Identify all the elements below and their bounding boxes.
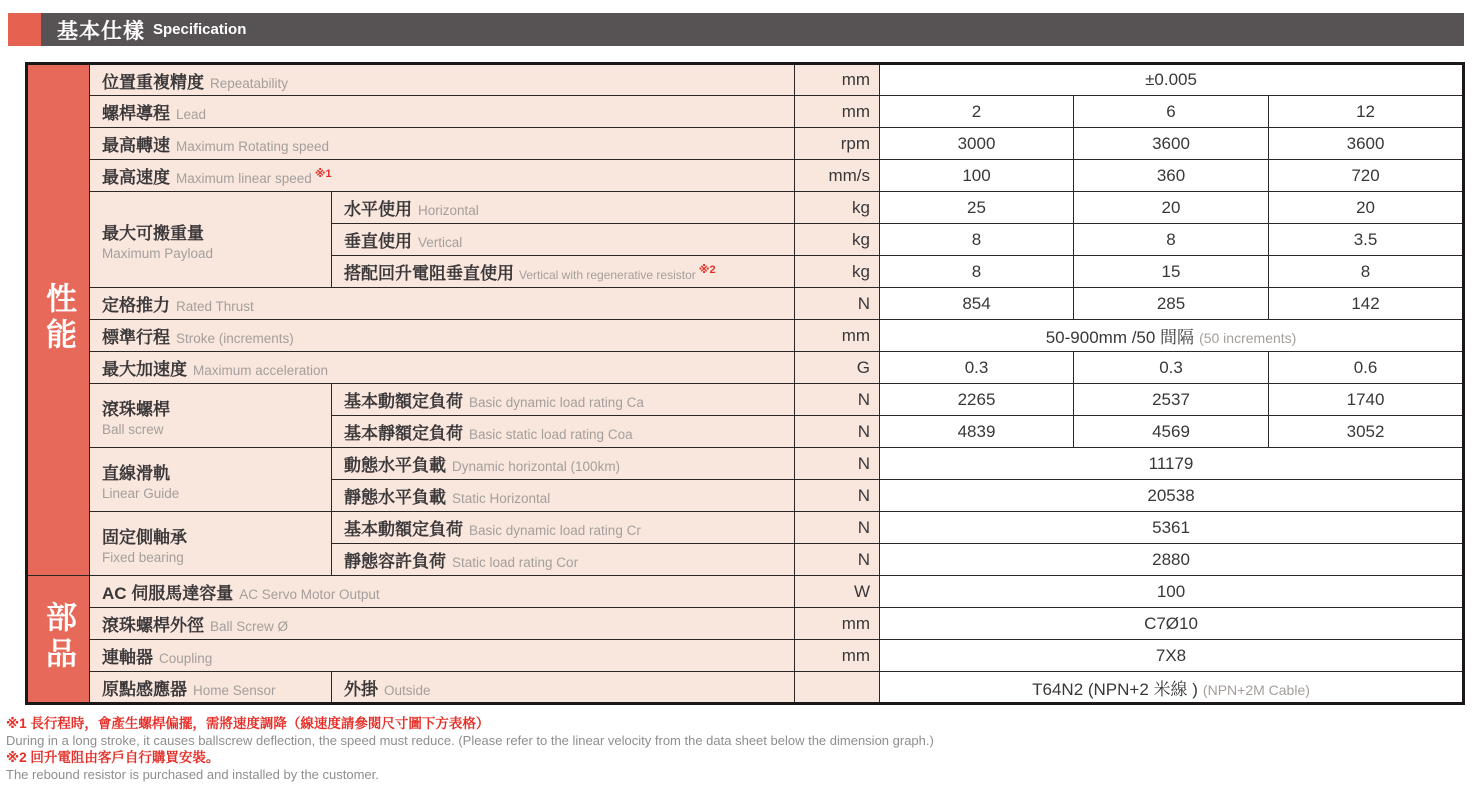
label-home-sensor-outside bbox=[332, 672, 795, 704]
section-parts bbox=[27, 576, 90, 704]
value-payload-h2: 20 bbox=[1074, 192, 1269, 224]
label-en: Rated Thrust bbox=[176, 299, 254, 314]
table-row bbox=[27, 288, 1464, 320]
label-stroke bbox=[90, 320, 795, 352]
group-fixed-bearing bbox=[90, 512, 332, 576]
table-row bbox=[27, 128, 1464, 160]
value-payload-h1: 25 bbox=[880, 192, 1074, 224]
label-zh: 搭配回升電阻垂直使用 bbox=[344, 264, 514, 283]
label-repeatability bbox=[90, 64, 795, 96]
label-coupling bbox=[90, 640, 795, 672]
value-lead-6mm: 6 bbox=[1074, 96, 1269, 128]
value-bearing-static: 2880 bbox=[880, 544, 1464, 576]
label-zh: 水平使用 bbox=[344, 200, 412, 219]
label-en: Vertical bbox=[418, 235, 463, 250]
label-en: Maximum Rotating speed bbox=[176, 139, 330, 154]
label-zh: 最高轉速 bbox=[102, 136, 170, 155]
label-zh: 位置重複精度 bbox=[102, 72, 204, 92]
label-en: Maximum acceleration bbox=[193, 363, 329, 378]
footnote-ref-2: ※2 bbox=[698, 263, 716, 276]
label-zh: 基本靜額定負荷 bbox=[344, 424, 463, 443]
unit-lead: mm bbox=[795, 96, 880, 128]
table-row bbox=[27, 64, 1464, 96]
specification-table bbox=[25, 62, 1465, 705]
unit-payload-horizontal: kg bbox=[795, 192, 880, 224]
value-thrust-3: 142 bbox=[1269, 288, 1464, 320]
value-stroke-sub: (50 increments) bbox=[1199, 330, 1297, 346]
section-performance bbox=[27, 64, 90, 576]
label-guide-dynamic bbox=[332, 448, 795, 480]
value-payload-r3: 8 bbox=[1269, 256, 1464, 288]
label-ball-screw-od bbox=[90, 608, 795, 640]
label-en: Static Horizontal bbox=[452, 491, 551, 506]
group-zh: 滾珠螺桿 bbox=[102, 399, 170, 419]
label-zh: 定格推力 bbox=[102, 296, 170, 315]
group-max-payload bbox=[90, 192, 332, 288]
label-zh: 垂直使用 bbox=[344, 232, 412, 251]
unit-payload-regen: kg bbox=[795, 256, 880, 288]
value-bs-dyn-1: 2265 bbox=[880, 384, 1074, 416]
label-en: Basic static load rating Coa bbox=[469, 427, 633, 442]
unit-ball-screw-od: mm bbox=[795, 608, 880, 640]
table-row bbox=[27, 640, 1464, 672]
value-linear-3: 720 bbox=[1269, 160, 1464, 192]
value-lead-2mm: 2 bbox=[880, 96, 1074, 128]
table-row bbox=[27, 320, 1464, 352]
label-zh: 螺桿導程 bbox=[102, 104, 170, 123]
group-en: Linear Guide bbox=[102, 485, 180, 501]
page-title-zh: 基本仕樣 bbox=[57, 19, 145, 43]
label-zh: 基本動額定負荷 bbox=[344, 520, 463, 539]
value-bs-dyn-2: 2537 bbox=[1074, 384, 1269, 416]
value-lead-12mm: 12 bbox=[1269, 96, 1464, 128]
value-coupling: 7X8 bbox=[880, 640, 1464, 672]
unit-payload-vertical: kg bbox=[795, 224, 880, 256]
label-en: Dynamic horizontal (100km) bbox=[452, 459, 621, 474]
label-max-acceleration bbox=[90, 352, 795, 384]
label-zh: 標準行程 bbox=[102, 328, 170, 347]
unit-max-linear-speed: mm/s bbox=[795, 160, 880, 192]
unit-bearing-static: N bbox=[795, 544, 880, 576]
value-rotating-3: 3600 bbox=[1269, 128, 1464, 160]
label-zh: 靜態容許負荷 bbox=[344, 552, 446, 571]
value-rotating-1: 3000 bbox=[880, 128, 1074, 160]
label-en: Outside bbox=[384, 682, 431, 698]
label-zh: 最大加速度 bbox=[102, 360, 187, 379]
table-row bbox=[27, 384, 1464, 416]
unit-repeatability: mm bbox=[795, 64, 880, 96]
label-ball-screw-dynamic bbox=[332, 384, 795, 416]
value-bearing-dynamic: 5361 bbox=[880, 512, 1464, 544]
table-row bbox=[27, 352, 1464, 384]
unit-rated-thrust: N bbox=[795, 288, 880, 320]
label-bearing-static bbox=[332, 544, 795, 576]
table-row bbox=[27, 672, 1464, 704]
group-zh: 最大可搬重量 bbox=[102, 223, 204, 243]
table-row bbox=[27, 576, 1464, 608]
footnote-ref-1: ※1 bbox=[314, 167, 332, 180]
label-en: Basic dynamic load rating Ca bbox=[469, 395, 644, 410]
footnote-1-zh: ※1 長行程時，會產生螺桿偏擺，需將速度調降（線速度請參閱尺寸圖下方表格） bbox=[6, 716, 490, 731]
label-rated-thrust bbox=[90, 288, 795, 320]
label-bearing-dynamic bbox=[332, 512, 795, 544]
value-servo-output: 100 bbox=[880, 576, 1464, 608]
unit-servo-output: W bbox=[795, 576, 880, 608]
value-home-sensor-main: T64N2 (NPN+2 米線 ) bbox=[1032, 679, 1198, 699]
page-title-en: Specification bbox=[153, 21, 247, 38]
value-payload-v3: 3.5 bbox=[1269, 224, 1464, 256]
value-repeatability: ±0.005 bbox=[880, 64, 1464, 96]
label-en: Stroke (increments) bbox=[176, 331, 294, 346]
label-zh: AC 伺服馬達容量 bbox=[102, 584, 234, 603]
unit-ball-screw-static: N bbox=[795, 416, 880, 448]
value-stroke-main: 50-900mm /50 間隔 bbox=[1045, 328, 1195, 347]
value-home-sensor-sub: (NPN+2M Cable) bbox=[1202, 681, 1310, 698]
unit-guide-dynamic: N bbox=[795, 448, 880, 480]
group-ball-screw bbox=[90, 384, 332, 448]
label-en: Basic dynamic load rating Cr bbox=[469, 523, 641, 538]
value-ball-screw-od: C7Ø10 bbox=[880, 608, 1464, 640]
group-en: Ball screw bbox=[102, 421, 164, 437]
section-performance-label: 性能 bbox=[41, 281, 76, 354]
group-zh: 固定側軸承 bbox=[102, 527, 187, 547]
value-payload-v1: 8 bbox=[880, 224, 1074, 256]
footnote-2-en: The rebound resistor is purchased and installed by the customer. bbox=[6, 767, 379, 782]
group-zh: 直線滑軌 bbox=[102, 463, 170, 483]
label-en: Lead bbox=[176, 107, 207, 122]
unit-home-sensor bbox=[795, 672, 880, 704]
label-en: Coupling bbox=[159, 651, 213, 666]
table-row bbox=[27, 192, 1464, 224]
section-header bbox=[8, 13, 1464, 46]
group-en: Maximum Payload bbox=[102, 245, 214, 261]
value-payload-r1: 8 bbox=[880, 256, 1074, 288]
value-rotating-2: 3600 bbox=[1074, 128, 1269, 160]
value-bs-sta-2: 4569 bbox=[1074, 416, 1269, 448]
unit-max-rotating-speed: rpm bbox=[795, 128, 880, 160]
footnotes bbox=[6, 715, 1472, 783]
label-zh: 最高速度 bbox=[102, 168, 170, 187]
group-en: Home Sensor bbox=[193, 682, 276, 698]
label-zh: 滾珠螺桿外徑 bbox=[102, 616, 204, 635]
group-home-sensor bbox=[90, 672, 332, 704]
accent-square-icon bbox=[8, 13, 41, 46]
footnote-2-zh: ※2 回升電阻由客戶自行購買安裝。 bbox=[6, 750, 220, 765]
footnote-1-en: During in a long stroke, it causes ballscrew deflection, the speed must reduce. (Please refer to the linear velocity from the data sheet below the dimension graph.) bbox=[6, 733, 934, 748]
label-payload-vertical-regen bbox=[332, 256, 795, 288]
group-en: Fixed bearing bbox=[102, 549, 184, 565]
unit-guide-static: N bbox=[795, 480, 880, 512]
label-en: AC Servo Motor Output bbox=[239, 587, 380, 602]
label-servo-output bbox=[90, 576, 795, 608]
value-guide-static: 20538 bbox=[880, 480, 1464, 512]
label-en: Vertical with regenerative resistor bbox=[519, 268, 696, 282]
unit-coupling: mm bbox=[795, 640, 880, 672]
label-max-linear-speed bbox=[90, 160, 795, 192]
table-row bbox=[27, 512, 1464, 544]
label-ball-screw-static bbox=[332, 416, 795, 448]
value-stroke bbox=[880, 320, 1464, 352]
table-row bbox=[27, 608, 1464, 640]
table-row bbox=[27, 96, 1464, 128]
header-bar bbox=[41, 13, 1464, 46]
label-en: Maximum linear speed bbox=[176, 171, 312, 186]
value-linear-2: 360 bbox=[1074, 160, 1269, 192]
unit-bearing-dynamic: N bbox=[795, 512, 880, 544]
label-zh: 基本動額定負荷 bbox=[344, 392, 463, 411]
label-en: Static load rating Cor bbox=[452, 555, 579, 570]
unit-stroke: mm bbox=[795, 320, 880, 352]
unit-ball-screw-dynamic: N bbox=[795, 384, 880, 416]
value-accel-1: 0.3 bbox=[880, 352, 1074, 384]
value-payload-r2: 15 bbox=[1074, 256, 1269, 288]
value-payload-v2: 8 bbox=[1074, 224, 1269, 256]
value-home-sensor bbox=[880, 672, 1464, 704]
label-guide-static bbox=[332, 480, 795, 512]
value-accel-3: 0.6 bbox=[1269, 352, 1464, 384]
label-en: Horizontal bbox=[418, 203, 479, 218]
label-zh: 連軸器 bbox=[102, 648, 153, 667]
value-bs-sta-1: 4839 bbox=[880, 416, 1074, 448]
section-parts-label: 部品 bbox=[41, 600, 76, 673]
unit-max-acceleration: G bbox=[795, 352, 880, 384]
label-payload-horizontal bbox=[332, 192, 795, 224]
value-bs-sta-3: 3052 bbox=[1269, 416, 1464, 448]
table-row bbox=[27, 160, 1464, 192]
label-max-rotating-speed bbox=[90, 128, 795, 160]
label-en: Repeatability bbox=[210, 75, 289, 91]
group-zh: 原點感應器 bbox=[102, 679, 187, 699]
value-thrust-1: 854 bbox=[880, 288, 1074, 320]
label-zh: 外掛 bbox=[344, 679, 378, 699]
value-thrust-2: 285 bbox=[1074, 288, 1269, 320]
group-linear-guide bbox=[90, 448, 332, 512]
value-bs-dyn-3: 1740 bbox=[1269, 384, 1464, 416]
value-linear-1: 100 bbox=[880, 160, 1074, 192]
label-zh: 靜態水平負載 bbox=[344, 488, 446, 507]
value-accel-2: 0.3 bbox=[1074, 352, 1269, 384]
label-en: Ball Screw Ø bbox=[210, 619, 289, 634]
table-row bbox=[27, 448, 1464, 480]
label-lead bbox=[90, 96, 795, 128]
label-zh: 動態水平負載 bbox=[344, 456, 446, 475]
label-payload-vertical bbox=[332, 224, 795, 256]
value-payload-h3: 20 bbox=[1269, 192, 1464, 224]
value-guide-dynamic: 11179 bbox=[880, 448, 1464, 480]
